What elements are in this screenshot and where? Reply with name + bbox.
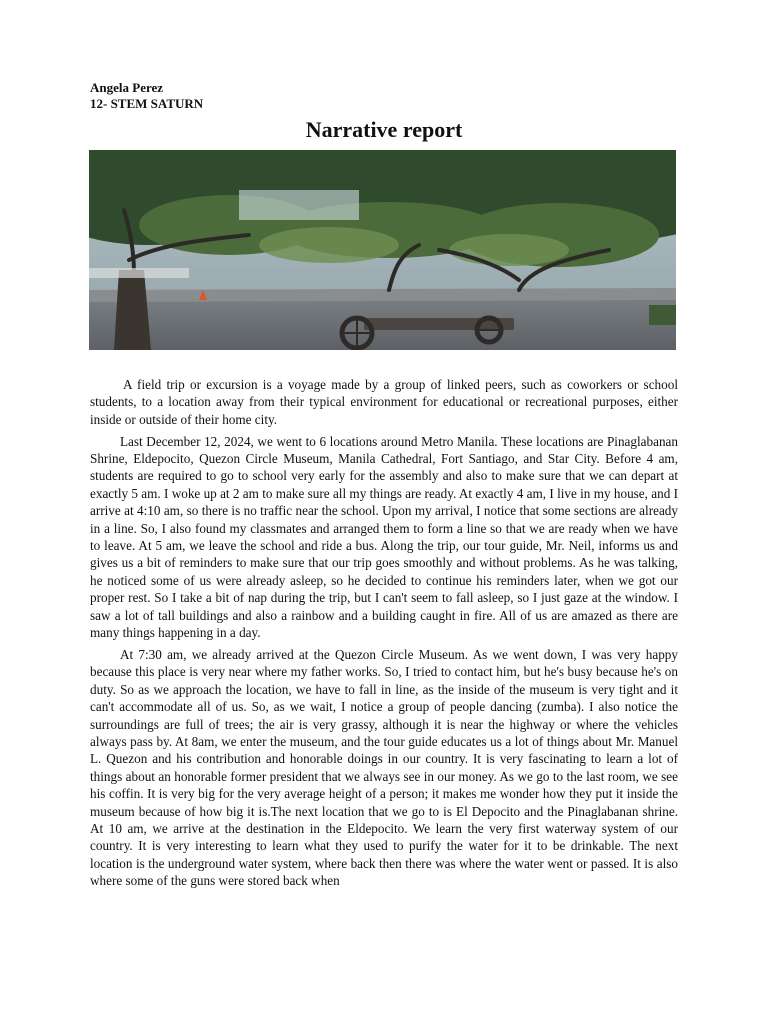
paragraph-intro: A field trip or excursion is a voyage made by a group of linked peers, such as coworkers or school students, to a location away from their typical environment for educational or recreational purposes, either inside or outside of their home city.: [90, 377, 678, 427]
author-section: 12- STEM SATURN: [90, 96, 204, 111]
author-name: Angela Perez: [90, 80, 164, 95]
document-title: Narrative report: [305, 117, 463, 142]
report-body: [90, 376, 678, 894]
paragraph-museum-visit: At 7:30 am, we already arrived at the Quezon Circle Museum. As we went down, I was very happy because this place is very near where my father works. So, I tried to contact him, but he's busy because he's on duty. So as we approach the location, we have to fall in line, as the inside of the museum is very tight and it can't accommodate all of us. So, as we wait, I notice a group of people dancing (zumba). I also notice the surroundings are full of trees; the air is very grassy, although it is near the highway or where the vehicles always pass by. At 8am, we enter the museum, and the tour guide educates us a lot of things about Mr. Manuel L. Quezon and his contribution and honorable doings in our country. It is very fascinating to learn a lot of things about an honorable former president that we always see in our money. As we go to the last room, we see his coffin. It is very big for the very average height of a person; it makes me wonder how they put it inside the museum because of how big it is.The next location that we go to is El Depocito and the Pinaglabanan shrine. At 10 am, we arrive at the destination in the Eldepocito. We learn the very first waterway system of our country. It is very interesting to learn what they used to purify the water for it to be drinkable. The next location is the underground water system, where back then there was where the water went or passed. It is also where some of the guns were stored back when: [90, 646, 678, 889]
author-block: [90, 80, 203, 112]
courtyard-photo: [89, 150, 676, 350]
paragraph-trip-departure: Last December 12, 2024, we went to 6 locations around Metro Manila. These locations are Pinaglabanan Shrine, Eldepocito, Quezon Circle Museum, Manila Cathedral, Fort Santiago, and Star City. Before 4 am, students are required to go to school very early for the assembly and also to make sure that we can depart at exactly 5 am. I woke up at 2 am to make sure all my things are ready. At exactly 4 am, I live in my house, and I arrive at 4:10 am, so there is no traffic near the school. Upon my arrival, I notice that some sections are already in a line. So, I also found my classmates and arranged them to form a line so that we are ready when we have to leave. At 5 am, we leave the school and ride a bus. Along the trip, our tour guide, Mr. Neil, informs us and gives us a bit of reminders to make sure that our trip goes smoothly and without problems. As he was talking, he noticed some of us were already asleep, so he decided to continue his reminders later, when we got our proper rest. So I take a bit of nap during the trip, but I can't seem to fall asleep, so I just gaze at the window. I saw a lot of tall buildings and also a rainbow and a building caught in fire. All of us are amazed as there are many things happening in a day.: [90, 433, 678, 641]
